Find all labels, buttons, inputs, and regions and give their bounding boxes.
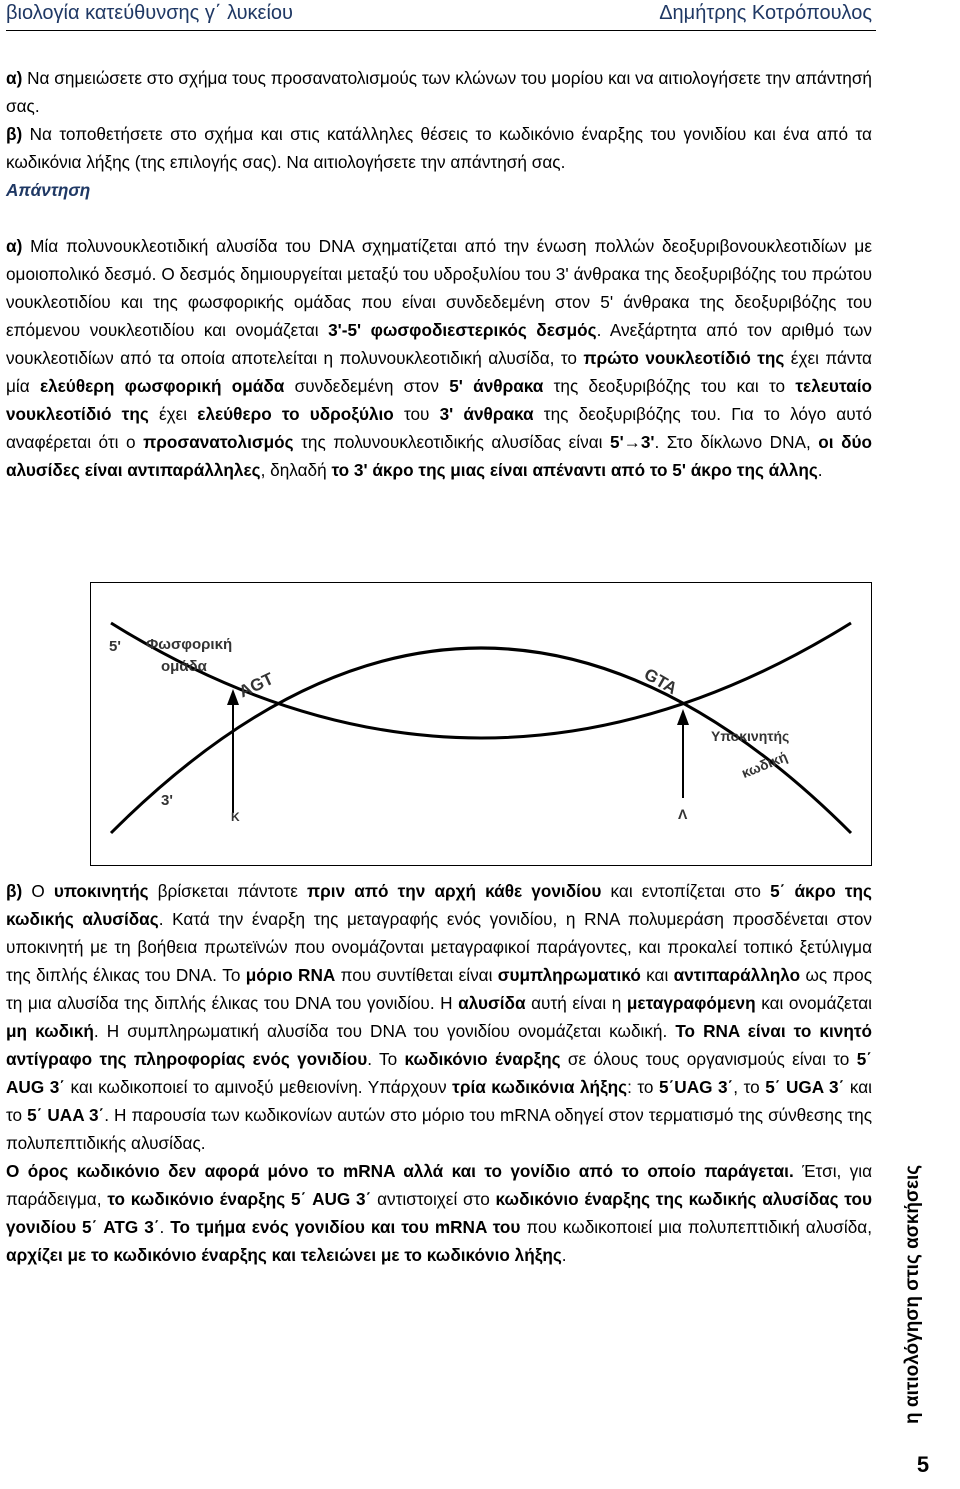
answer-a-text: , δηλαδή <box>260 460 332 480</box>
answer-c-text: Έτσι, για παράδειγμα, <box>6 1161 873 1209</box>
answer-b-emphasis: συμπληρωματικό <box>497 965 641 985</box>
answer-b-emphasis: Το RNA είναι το κινητό αντίγραφο της πληροφορίας ενός γονιδίου <box>6 1021 873 1069</box>
label-phosphate-line1: Φωσφορική <box>146 636 233 653</box>
answer-a-emphasis: το 3' άκρο της μιας είναι απέναντι από το 5' άκρο της άλλης <box>331 460 818 480</box>
answer-a-emphasis: πρώτο νουκλεοτίδιό της <box>583 348 785 368</box>
answer-b-text: ως προς τη μια αλυσίδα της διπλής έλικας του DNA του γονιδίου. Η <box>6 965 872 1013</box>
answer-a-emphasis: 5' άνθρακα <box>449 376 544 396</box>
answer-a-text: της πολυνουκλεοτιδικής αλυσίδας είναι <box>293 432 611 452</box>
answer-b-text: . Η συμπληρωματική αλυσίδα του DNA του γονιδίου ονομάζεται κωδική. <box>93 1021 676 1041</box>
answer-b-text: και κωδικοποιεί το αμινοξύ μεθειονίνη. Υπάρχουν <box>64 1077 453 1097</box>
answer-a-emphasis: ελεύθερη φωσφορική ομάδα <box>39 376 285 396</box>
answer-b-emphasis: μόριο RNA <box>245 965 336 985</box>
answer-b-text: και ονομάζεται <box>755 993 872 1013</box>
dna-strands-figure <box>90 582 872 866</box>
answer-a-text: συνδεδεμένη στον <box>284 376 450 396</box>
answer-b-emphasis: μη κωδική <box>6 1021 94 1041</box>
answer-b-text: σε όλους τους οργανισμούς είναι το <box>560 1049 857 1069</box>
answer-b-text: : το <box>627 1077 660 1097</box>
answer-b-emphasis: 5΄UAG 3΄ <box>659 1077 734 1097</box>
answer-b-emphasis: μεταγραφόμενη <box>626 993 756 1013</box>
answer-c-emphasis: το κωδικόνιο έναρξης 5΄ AUG 3΄ <box>107 1189 372 1209</box>
answer-b-text: . Κατά την έναρξη της μεταγραφής ενός γονιδίου, η RNA πολυμεράση προσδένεται στον υποκινητή με τη βοήθεια πρωτεϊνών που ονομάζονται μεταγραφικοί παράγοντες, και προκαλεί τοπικό ξετύλιγμα της διπλής έλικας του DNA. Το <box>6 909 872 985</box>
answer-b-emphasis: 5΄ UGA 3΄ <box>765 1077 845 1097</box>
answer-a-emphasis: προσανατολισμός <box>143 432 294 452</box>
label-coding: κωδική <box>739 748 790 781</box>
answer-b-label: β) <box>6 881 23 901</box>
answer-b-emphasis: 5΄ AUG 3΄ <box>6 1049 872 1097</box>
answer-a-text: έχει <box>148 404 198 424</box>
arrow-lambda-head <box>677 709 689 725</box>
answer-heading: Απάντηση <box>6 180 91 200</box>
answer-a-emphasis: 5'→3' <box>610 432 655 452</box>
question-b-text: Να τοποθετήσετε στο σχήμα και στις κατάλληλες θέσεις το κωδικόνιο έναρξης του γονιδίου και ένα από τα κωδικόνια λήξης (της επιλογής σας). Να αιτιολογήσετε την απάντησή σας. <box>6 124 872 172</box>
answer-b-emphasis: 5΄ άκρο της κωδικής αλυσίδας <box>6 881 872 929</box>
answer-b-text: , το <box>733 1077 766 1097</box>
answer-c-text: αντιστοιχεί στο <box>371 1189 496 1209</box>
arrow-k-head <box>227 689 239 705</box>
label-promoter: Υποκινητής <box>711 728 790 744</box>
answer-b-emphasis: πριν από την αρχή κάθε γονιδίου <box>307 881 602 901</box>
page-number: 5 <box>916 1452 930 1477</box>
answer-b-text: που συντίθεται είναι <box>335 965 498 985</box>
answer-a-emphasis: τελευταίο νουκλεοτίδιό της <box>6 376 872 424</box>
answer-c-text: . <box>159 1217 171 1237</box>
label-5-top: 5' <box>109 638 121 655</box>
answer-a-paragraph <box>6 232 872 484</box>
answer-c-emphasis: κωδικόνιο έναρξης της κωδικής αλυσίδας του γονιδίου 5΄ ATG 3΄ <box>6 1189 872 1237</box>
answer-c-paragraph <box>6 1157 872 1269</box>
answer-b-emphasis: υποκινητής <box>53 881 149 901</box>
question-b <box>6 120 872 176</box>
page-header <box>6 0 876 31</box>
answer-a-emphasis: ελεύθερο το υδροξύλιο <box>197 404 394 424</box>
label-k: K <box>231 810 240 824</box>
answer-a-emphasis: οι δύο αλυσίδες είναι αντιπαράλληλες <box>6 432 872 480</box>
label-agt: AGT <box>235 669 277 702</box>
answer-a-text: του <box>393 404 440 424</box>
answer-c-emphasis: Το τμήμα ενός γονιδίου και του mRNA του <box>170 1217 521 1237</box>
answer-b-text: . Η παρουσία των κωδικονίων αυτών στο μόριο του mRNA οδηγεί στον τερματισμό της σύνθεσης της πολυπεπτιδικής αλυσίδας. <box>6 1105 872 1153</box>
answer-b-text: . Το <box>367 1049 405 1069</box>
side-section-label: η αιτιολόγηση στις ασκήσεις <box>902 1165 923 1425</box>
answer-a-emphasis: 3'-5' φωσφοδιεστερικός δεσμός <box>328 320 597 340</box>
answer-b-text: και εντοπίζεται στο <box>601 881 771 901</box>
answer-b-paragraph <box>6 877 872 1269</box>
answer-b-emphasis: αλυσίδα <box>458 993 526 1013</box>
label-phosphate-line2: ομάδα <box>161 658 207 675</box>
answer-b-text: αυτή είναι η <box>525 993 627 1013</box>
answer-c-emphasis: Ο όρος κωδικόνιο δεν αφορά μόνο το mRNA αλλά και το γονίδιο από το οποίο παράγεται. <box>6 1161 794 1181</box>
answer-a-emphasis: 3' άνθρακα <box>439 404 534 424</box>
question-a-text: Να σημειώσετε στο σχήμα τους προσανατολισμούς των κλώνων του μορίου και να αιτιολογήσετε την απάντησή σας. <box>6 68 872 116</box>
answer-a-text: έχει πάντα μία <box>6 348 872 396</box>
answer-a-text: . <box>817 460 823 480</box>
label-gta: GTA <box>640 664 681 699</box>
dna-strands-diagram <box>91 583 871 865</box>
answer-b-text: βρίσκεται πάντοτε <box>148 881 308 901</box>
answer-a-text: . Ανεξάρτητα από τον αριθμό των νουκλεοτιδίων από τα οποία αποτελείται η πολυνουκλεοτιδική αλυσίδα, το <box>6 320 872 368</box>
answer-a-text: . Στο δίκλωνο DNA, <box>654 432 819 452</box>
question-b-label: β) <box>6 124 23 144</box>
answer-b-text: Ο <box>22 881 54 901</box>
answer-c-emphasis: αρχίζει με το κωδικόνιο έναρξης και τελειώνει με το κωδικόνιο λήξης <box>6 1245 562 1265</box>
answer-a-text: της δεοξυριβόζης του και το <box>543 376 796 396</box>
question-a <box>6 64 872 120</box>
answer-b-text: και <box>640 965 674 985</box>
answer-a-label: α) <box>6 236 23 256</box>
label-3-bottom: 3' <box>161 792 173 809</box>
header-book-title: βιολογία κατεύθυνσης γ΄ λυκείου <box>6 2 293 24</box>
answer-c-text: που κωδικοποιεί μια πολυπεπτιδική αλυσίδα, <box>520 1217 872 1237</box>
header-author: Δημήτρης Κοτρόπουλος <box>659 2 872 24</box>
question-block <box>6 64 872 204</box>
answer-b-emphasis: κωδικόνιο έναρξης <box>404 1049 561 1069</box>
answer-a-text: της δεοξυριβόζης του. Για το λόγο αυτό αναφέρεται ότι ο <box>6 404 872 452</box>
answer-b-text: και το <box>6 1077 872 1125</box>
answer-b-emphasis: 5΄ UAA 3΄ <box>27 1105 105 1125</box>
label-lambda: Λ <box>678 806 688 822</box>
question-a-label: α) <box>6 68 23 88</box>
answer-c-text: . <box>561 1245 567 1265</box>
answer-b-emphasis: τρία κωδικόνια λήξης <box>452 1077 628 1097</box>
answer-a-text: Μία πολυνουκλεοτιδική αλυσίδα του DNA σχηματίζεται από την ένωση πολλών δεοξυριβονουκλεοτιδίων με ομοιοπολικό δεσμό. Ο δεσμός δημιουργείται μεταξύ του υδροξυλίου του 3' άνθρακα της δεοξυριβόζης του πρώτου νουκλεοτιδίου και της φωσφορικής ομάδας που είναι συνδεδεμένη στον 5' άνθρακα της δεοξυριβόζης του επόμενου νουκλεοτιδίου και ονομάζεται <box>6 236 872 340</box>
answer-b-emphasis: αντιπαράλληλο <box>673 965 801 985</box>
